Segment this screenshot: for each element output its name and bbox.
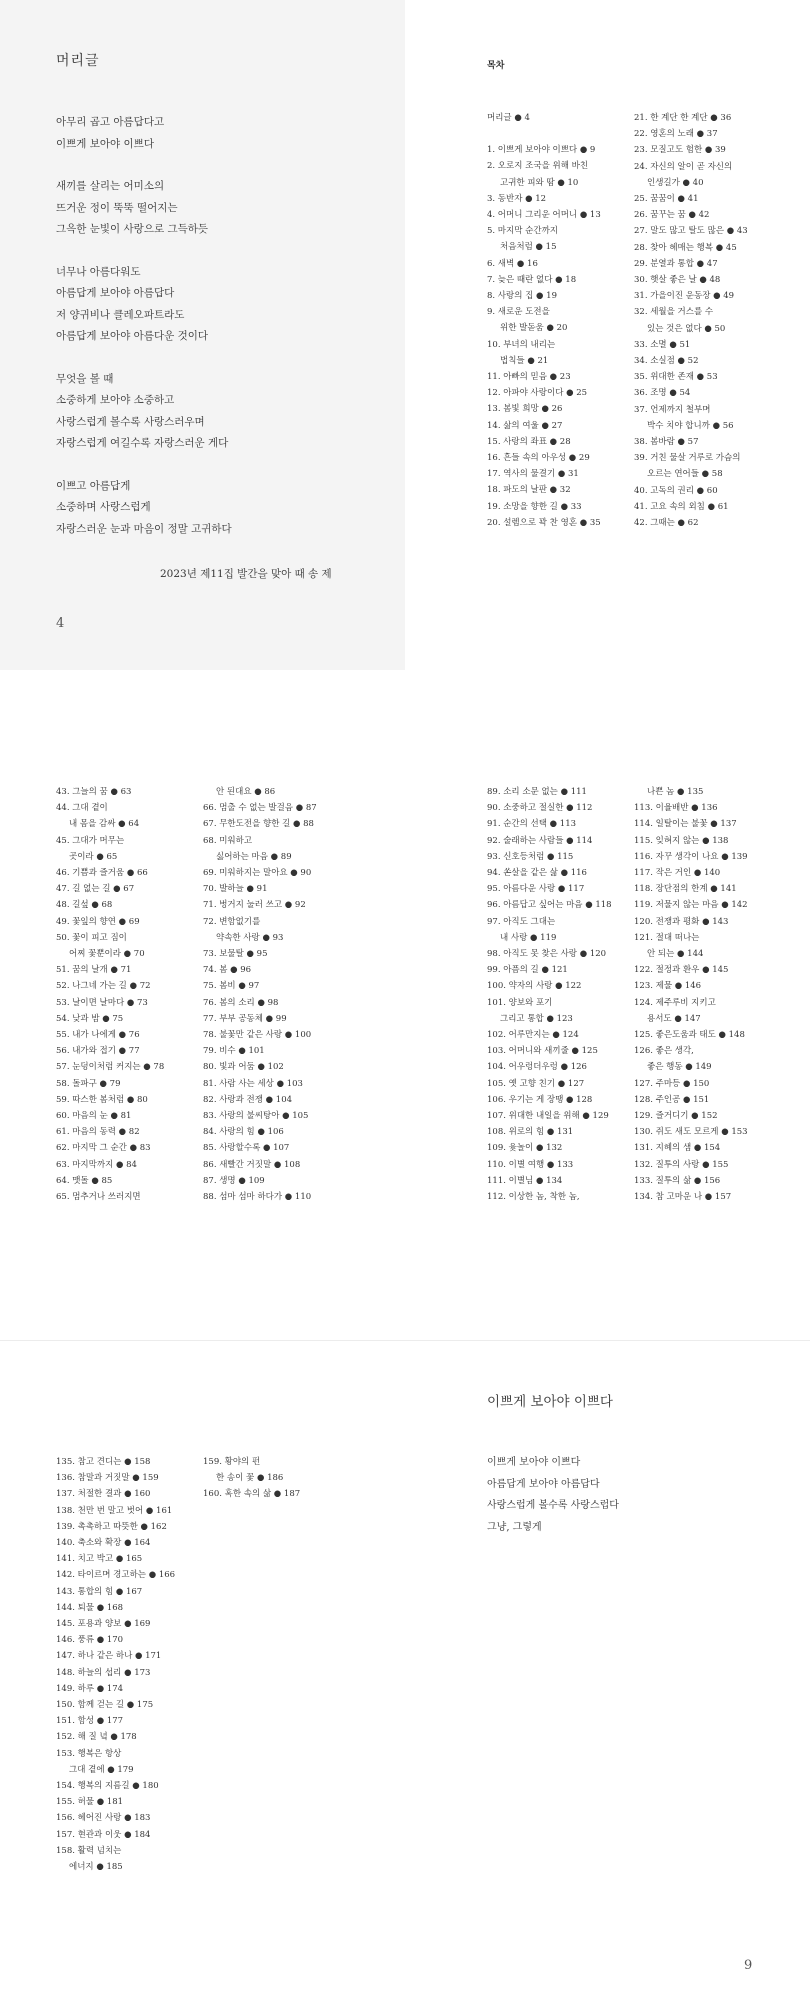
toc-entry: 44. 그대 곁이	[56, 803, 108, 814]
poem-line: 아름답게 보아야 아름답다	[487, 1478, 600, 1490]
toc-heading: 목차	[487, 61, 505, 71]
toc-entry: 145. 포용과 양보 ● 169	[56, 1619, 151, 1630]
toc-entry: 81. 사람 사는 세상 ● 103	[203, 1078, 303, 1089]
toc-entry: 128. 주인공 ● 151	[634, 1094, 710, 1105]
toc-entry: 50. 꽃이 피고 짐이	[56, 932, 127, 943]
toc-entry: 66. 멈출 수 없는 발걸음 ● 87	[203, 803, 317, 814]
toc-entry: 55. 내가 나에게 ● 76	[56, 1030, 140, 1041]
poem-line: 뜨거운 정이 뚝뚝 떨어지는	[56, 201, 178, 214]
toc-column-2	[634, 110, 748, 531]
toc-entry: 98. 아직도 못 찾은 사랑 ● 120	[487, 949, 607, 960]
toc-entry: 113. 이율배반 ● 136	[634, 803, 718, 814]
toc-entry: 안 되는 ● 144	[647, 949, 704, 960]
toc-column-1	[487, 110, 601, 531]
spread-1	[0, 0, 810, 670]
toc-entry: 103. 어머니와 새끼줄 ● 125	[487, 1046, 598, 1057]
preface-poem	[56, 112, 232, 561]
toc-entry: 106. 우기는 게 장땡 ● 128	[487, 1094, 593, 1105]
toc-entry: 35. 위대한 존재 ● 53	[634, 372, 718, 383]
toc-entry: 45. 그대가 머무는	[56, 835, 125, 846]
toc-entry: 3. 동반자 ● 12	[487, 193, 547, 204]
toc-entry: 박수 치야 합니까 ● 56	[647, 420, 734, 431]
toc-entry: 130. 쥐도 새도 모르게 ● 153	[634, 1127, 748, 1138]
poem-line: 이쁘고 아름답게	[56, 479, 131, 492]
toc-entry: 100. 약자의 사랑 ● 122	[487, 981, 582, 992]
toc-entry: 7. 늦은 때란 없다 ● 18	[487, 274, 577, 285]
toc-entry: 124. 제주루비 지키고	[634, 997, 716, 1008]
toc-entry: 117. 작은 거인 ● 140	[634, 868, 721, 879]
page-number: 4	[56, 616, 65, 631]
poem-line: 너무나 아름다워도	[56, 265, 141, 278]
toc-entry: 41. 고요 속의 외침 ● 61	[634, 501, 729, 512]
toc-entry: 105. 옛 고향 친기 ● 127	[487, 1078, 585, 1089]
poem-title: 이쁘게 보아야 이쁘다	[487, 1394, 613, 1410]
toc-entry: 64. 맷돌 ● 85	[56, 1175, 113, 1186]
toc-entry: 108. 위로의 힘 ● 131	[487, 1127, 574, 1138]
toc-entry: 101. 양보와 포기	[487, 997, 553, 1008]
toc-entry: 23. 모질고도 험한 ● 39	[634, 145, 726, 156]
toc-entry: 36. 조명 ● 54	[634, 388, 691, 399]
toc-entry: 고귀한 피와 땀 ● 10	[500, 177, 579, 188]
toc-entry: 93. 신호등처럼 ● 115	[487, 851, 574, 862]
toc-entry: 어찌 꽃뿐이라 ● 70	[69, 949, 145, 960]
poem-line: 아름답게 보아야 아름다운 것이다	[56, 330, 209, 342]
toc-entry: 62. 마지막 그 순간 ● 83	[56, 1143, 151, 1154]
toc-entry: 115. 잊혀지 않는 ● 138	[634, 835, 729, 846]
toc-entry: 49. 꽃잎의 향연 ● 69	[56, 916, 140, 927]
toc-entry: 152. 해 질 녘 ● 178	[56, 1732, 137, 1743]
toc-entry: 8. 사랑의 집 ● 19	[487, 291, 557, 302]
toc-entry: 96. 아름답고 싶어는 마음 ● 118	[487, 900, 612, 911]
toc-entry: 151. 함성 ● 177	[56, 1716, 124, 1727]
toc-entry: 136. 참말과 거짓말 ● 159	[56, 1473, 159, 1484]
toc-entry: 133. 질투의 삶 ● 156	[634, 1175, 721, 1186]
toc-entry: 159. 황야의 펀	[203, 1457, 261, 1467]
poem-line: 이쁘게 보아야 이쁘다	[487, 1457, 581, 1468]
toc-entry: 17. 역사의 물결기 ● 31	[487, 469, 579, 480]
toc-entry: 80. 빛과 어둠 ● 102	[203, 1062, 284, 1073]
toc-entry: 28. 찾아 헤매는 행복 ● 45	[634, 242, 737, 253]
toc-entry: 33. 소멸 ● 51	[634, 339, 691, 350]
toc-entry: 처음처럼 ● 15	[500, 242, 557, 253]
toc-entry: 91. 순간의 선택 ● 113	[487, 819, 577, 830]
toc-entry: 25. 꿈꿈이 ● 41	[634, 194, 699, 205]
toc-entry: 61. 마음의 동력 ● 82	[56, 1127, 140, 1138]
toc-entry: 19. 소망을 향한 길 ● 33	[487, 501, 582, 512]
toc-entry: 2. 오로지 조국을 위해 바친	[487, 161, 589, 172]
poem-line: 사랑스럽게 볼수록 사랑스럽다	[487, 1500, 619, 1511]
toc-entry: 110. 이별 여행 ● 133	[487, 1159, 574, 1170]
toc-entry: 156. 헤어진 사랑 ● 183	[56, 1813, 151, 1824]
toc-entry: 87. 생명 ● 109	[203, 1175, 265, 1186]
toc-entry: 82. 사랑과 전쟁 ● 104	[203, 1094, 293, 1105]
toc-entry: 97. 아직도 그대는	[487, 916, 556, 927]
toc-entry: 32. 세월을 거스를 수	[634, 307, 714, 318]
toc-entry: 102. 어루만지는 ● 124	[487, 1030, 579, 1041]
toc-entry: 54. 낮과 밤 ● 75	[56, 1013, 124, 1024]
toc-entry: 122. 절정과 환우 ● 145	[634, 965, 729, 976]
toc-entry: 104. 어우렁더우렁 ● 126	[487, 1062, 587, 1073]
toc-entry: 내 몸을 감싸 ● 64	[69, 819, 140, 830]
toc-entry: 139. 촉촉하고 따뜻한 ● 162	[56, 1521, 167, 1532]
toc-entry: 59. 따스한 봄처럼 ● 80	[56, 1094, 148, 1105]
toc-entry: 안 된대요 ● 86	[216, 787, 276, 797]
spread-2	[0, 670, 810, 1340]
toc-entry: 법칙들 ● 21	[500, 355, 549, 366]
toc-entry: 132. 질투의 사랑 ● 155	[634, 1159, 729, 1170]
toc-entry: 37. 언제까지 철부며	[634, 404, 711, 415]
toc-entry: 52. 나그네 가는 길 ● 72	[56, 981, 151, 992]
toc-entry: 116. 자꾸 생각이 나요 ● 139	[634, 851, 748, 862]
toc-entry: 27. 말도 많고 탈도 많은 ● 43	[634, 226, 748, 237]
toc-entry: 95. 아름다운 사랑 ● 117	[487, 884, 585, 895]
toc-entry: 92. 술래하는 사람들 ● 114	[487, 835, 593, 846]
stanza	[56, 176, 232, 241]
poem-line: 소중하며 사랑스럽게	[56, 501, 151, 513]
poem-line: 저 양귀비나 클레오파트라도	[56, 308, 185, 321]
toc-entry: 147. 하나 같은 하나 ● 171	[56, 1651, 162, 1662]
toc-entry: 129. 즐거디기 ● 152	[634, 1111, 718, 1122]
toc-entry: 곳이라 ● 65	[69, 851, 118, 862]
toc-entry: 11. 아빠의 믿음 ● 23	[487, 372, 571, 383]
poem-line: 무엇을 볼 때	[56, 372, 114, 385]
poem-line: 그윽한 눈빛이 사랑으로 그득하듯	[56, 223, 209, 235]
toc-entry: 인생길가 ● 40	[647, 177, 704, 188]
page-number: 9	[744, 1958, 753, 1973]
toc-entry: 137. 처절한 결과 ● 160	[56, 1489, 151, 1500]
poem-line: 아무리 곱고 아름답다고	[56, 116, 165, 128]
toc-entry: 111. 이별님 ● 134	[487, 1175, 563, 1186]
stanza	[56, 369, 232, 455]
toc-entry: 4. 어머니 그리운 어머니 ● 13	[487, 210, 601, 221]
toc-entry: 65. 멈추거나 쓰러지면	[56, 1192, 141, 1203]
toc-entry: 149. 하루 ● 174	[56, 1683, 124, 1694]
preface-signature: 2023년 제11집 발간을 맞아 때 송 제	[160, 568, 332, 580]
toc-entry: 69. 미워하지는 말아요 ● 90	[203, 868, 312, 879]
toc-entry: 94. 쏜살을 같은 삶 ● 116	[487, 868, 587, 879]
toc-entry: 40. 고독의 권리 ● 60	[634, 485, 718, 496]
toc-entry: 72. 변함없기를	[203, 916, 261, 927]
toc-entry: 47. 길 없는 길 ● 67	[56, 884, 135, 895]
poem-line: 새끼를 살리는 어미소의	[56, 180, 165, 192]
preface-page	[0, 0, 405, 670]
toc-entry: 140. 축소와 확장 ● 164	[56, 1538, 151, 1549]
toc-entry: 126. 좋은 생각,	[634, 1046, 694, 1057]
toc-entry: 좋은 행동 ● 149	[647, 1062, 712, 1073]
toc-column-4	[203, 784, 317, 1205]
poem-line: 그냥, 그렇게	[487, 1521, 542, 1533]
poem-line: 자랑스럽게 여길수록 자랑스러운 게다	[56, 437, 229, 449]
toc-entry: 51. 꿈의 날개 ● 71	[56, 965, 132, 976]
toc-entry: 90. 소중하고 절실한 ● 112	[487, 803, 593, 814]
poem-body	[487, 1452, 619, 1538]
toc-entry: 67. 무한도전을 향한 길 ● 88	[203, 819, 314, 830]
toc-column-7	[56, 1454, 175, 1875]
stanza	[56, 262, 232, 348]
stanza	[56, 112, 232, 155]
toc-entry: 150. 함께 걷는 길 ● 175	[56, 1700, 154, 1711]
toc-entry: 16. 흔들 속의 아우성 ● 29	[487, 453, 590, 464]
toc-entry: 5. 마지막 순간까지	[487, 226, 558, 237]
toc-entry: 60. 마음의 눈 ● 81	[56, 1111, 132, 1122]
toc-entry: 그리고 통합 ● 123	[500, 1013, 573, 1024]
toc-column-8	[203, 1454, 300, 1503]
toc-entry: 20. 설렘으로 꽉 찬 영혼 ● 35	[487, 517, 601, 528]
toc-entry: 84. 사랑의 힘 ● 106	[203, 1127, 284, 1138]
toc-entry: 74. 봄 ● 96	[203, 965, 252, 976]
toc-entry: 118. 장단점의 한계 ● 141	[634, 884, 737, 895]
toc-entry: 77. 부부 공동체 ● 99	[203, 1013, 287, 1024]
toc-entry: 73. 보물탈 ● 95	[203, 949, 268, 960]
toc-entry: 141. 치고 박고 ● 165	[56, 1554, 143, 1565]
toc-entry: 약속한 사랑 ● 93	[216, 932, 284, 943]
toc-entry: 99. 아픔의 길 ● 121	[487, 965, 568, 976]
toc-entry: 15. 사랑의 좌표 ● 28	[487, 436, 571, 447]
toc-entry: 46. 기쁨과 즐거움 ● 66	[56, 868, 148, 879]
toc-column-3	[56, 784, 164, 1205]
toc-entry: 13. 봄빛 희망 ● 26	[487, 404, 563, 415]
toc-entry: 144. 퇴물 ● 168	[56, 1602, 124, 1613]
toc-entry: 58. 돌파구 ● 79	[56, 1078, 121, 1089]
poem-line: 사랑스럽게 볼수록 사랑스러우며	[56, 415, 205, 428]
toc-entry: 138. 천만 번 말고 벗어 ● 161	[56, 1505, 173, 1516]
toc-entry: 155. 허물 ● 181	[56, 1797, 124, 1808]
toc-entry: 146. 풍류 ● 170	[56, 1635, 124, 1646]
toc-entry: 26. 꿈꾸는 꿈 ● 42	[634, 210, 710, 221]
toc-entry: 85. 사랑할수록 ● 107	[203, 1143, 290, 1154]
toc-entry: 29. 분열과 통합 ● 47	[634, 258, 718, 269]
toc-entry: 42. 그때는 ● 62	[634, 518, 699, 529]
poem-line: 이쁘게 보아야 이쁘다	[56, 137, 154, 150]
toc-entry: 머리글 ● 4	[487, 113, 530, 123]
toc-entry: 107. 위대한 내일을 위해 ● 129	[487, 1111, 609, 1122]
toc-entry: 24. 자신의 알이 곧 자신의	[634, 161, 733, 172]
toc-entry: 그대 곁에 ● 179	[69, 1764, 134, 1775]
toc-entry: 내 사랑 ● 119	[500, 932, 557, 943]
toc-entry: 114. 일탈이는 불꽃 ● 137	[634, 819, 737, 830]
toc-entry: 142. 타이르며 경고하는 ● 166	[56, 1570, 176, 1581]
toc-entry: 160. 혹한 속의 삶 ● 187	[203, 1489, 301, 1500]
toc-entry: 63. 마지막까지 ● 84	[56, 1159, 137, 1170]
toc-entry: 있는 것은 없다 ● 50	[647, 323, 726, 334]
poem-line: 자랑스러운 눈과 마음이 정말 고귀하다	[56, 522, 232, 535]
toc-entry: 134. 참 고마운 나 ● 157	[634, 1192, 732, 1203]
toc-entry: 34. 소실점 ● 52	[634, 356, 699, 367]
toc-entry: 9. 새로운 도전을	[487, 307, 550, 318]
toc-entry: 79. 비수 ● 101	[203, 1046, 265, 1057]
toc-entry: 1. 이쁘게 보아야 이쁘다 ● 9	[487, 145, 596, 156]
toc-entry: 112. 이상한 놈, 착한 놈,	[487, 1192, 580, 1203]
toc-entry: 6. 새벽 ● 16	[487, 258, 538, 269]
toc-entry: 83. 사랑의 불씨탕아 ● 105	[203, 1111, 309, 1122]
toc-entry: 21. 한 계단 한 계단 ● 36	[634, 113, 732, 123]
toc-entry: 22. 영혼의 노래 ● 37	[634, 129, 718, 140]
toc-entry: 31. 가을이진 운동장 ● 49	[634, 291, 735, 302]
stanza	[56, 476, 232, 541]
toc-entry: 131. 지혜의 샘 ● 154	[634, 1143, 721, 1154]
toc-entry: 70. 발하늘 ● 91	[203, 884, 268, 895]
toc-entry: 158. 활력 넘치는	[56, 1845, 122, 1856]
toc-entry: 56. 내가와 접기 ● 77	[56, 1046, 140, 1057]
toc-entry: 30. 햇살 좋은 날 ● 48	[634, 275, 721, 286]
poem-line: 소중하게 보아야 소중하고	[56, 394, 175, 406]
toc-entry: 18. 파도의 날판 ● 32	[487, 485, 571, 496]
toc-entry: 154. 행복의 지름길 ● 180	[56, 1781, 159, 1792]
toc-entry: 53. 날이면 날마다 ● 73	[56, 997, 148, 1008]
toc-entry: 120. 전쟁과 평화 ● 143	[634, 916, 729, 927]
toc-entry: 38. 봄바람 ● 57	[634, 437, 699, 448]
toc-entry: 39. 거친 물살 거루로 가슴의	[634, 453, 741, 464]
toc-entry: 57. 눈덩이처럼 커지는 ● 78	[56, 1062, 165, 1073]
toc-entry: 86. 새빨간 거짓말 ● 108	[203, 1159, 301, 1170]
toc-entry: 109. 윷놀이 ● 132	[487, 1143, 563, 1154]
poem-line: 아름답게 보아야 아름답다	[56, 287, 175, 299]
toc-entry: 125. 좋은도움과 태도 ● 148	[634, 1030, 745, 1041]
spread-3	[0, 1340, 810, 2014]
toc-entry: 10. 부녀의 내리는	[487, 339, 556, 350]
toc-entry: 싫어하는 마음 ● 89	[216, 851, 292, 862]
toc-entry: 153. 행복은 항상	[56, 1748, 122, 1759]
toc-entry: 123. 제물 ● 146	[634, 981, 702, 992]
toc-column-5	[487, 784, 612, 1205]
toc-page	[405, 0, 810, 670]
toc-column-6	[634, 784, 748, 1205]
toc-entry: 오르는 연어들 ● 58	[647, 469, 723, 480]
toc-entry: 위한 발돋움 ● 20	[500, 323, 568, 334]
toc-entry: 135. 참고 견디는 ● 158	[56, 1457, 151, 1467]
toc-entry: 89. 소리 소문 없는 ● 111	[487, 787, 587, 797]
toc-entry: 한 송이 꽃 ● 186	[216, 1473, 284, 1484]
toc-entry: 68. 미워하고	[203, 835, 253, 846]
toc-entry: 43. 그늘의 꿈 ● 63	[56, 787, 132, 797]
toc-entry: 78. 불꽃만 같은 사랑 ● 100	[203, 1030, 312, 1041]
toc-entry: 127. 주마등 ● 150	[634, 1078, 710, 1089]
preface-title: 머리글	[56, 53, 100, 69]
toc-entry: 용서도 ● 147	[647, 1013, 701, 1024]
toc-entry: 88. 섬마 섬마 하다가 ● 110	[203, 1192, 312, 1203]
toc-entry: 157. 현관과 이웃 ● 184	[56, 1829, 151, 1840]
toc-entry: 14. 삶의 여울 ● 27	[487, 420, 563, 431]
toc-entry: 148. 하늘의 섭리 ● 173	[56, 1667, 151, 1678]
toc-entry: 71. 벙거지 눌러 쓰고 ● 92	[203, 900, 306, 911]
toc-entry: 에너지 ● 185	[69, 1862, 123, 1873]
toc-entry: 12. 아파야 사랑이다 ● 25	[487, 388, 588, 399]
toc-entry: 48. 길섶 ● 68	[56, 900, 113, 911]
toc-entry: 나쁜 놈 ● 135	[647, 787, 704, 797]
toc-entry: 121. 절대 떠나는	[634, 932, 700, 943]
toc-entry: 119. 저물지 않는 마음 ● 142	[634, 900, 748, 911]
toc-entry: 75. 봄비 ● 97	[203, 981, 260, 992]
toc-entry: 143. 통합의 힘 ● 167	[56, 1586, 143, 1597]
toc-entry: 76. 봄의 소리 ● 98	[203, 997, 279, 1008]
